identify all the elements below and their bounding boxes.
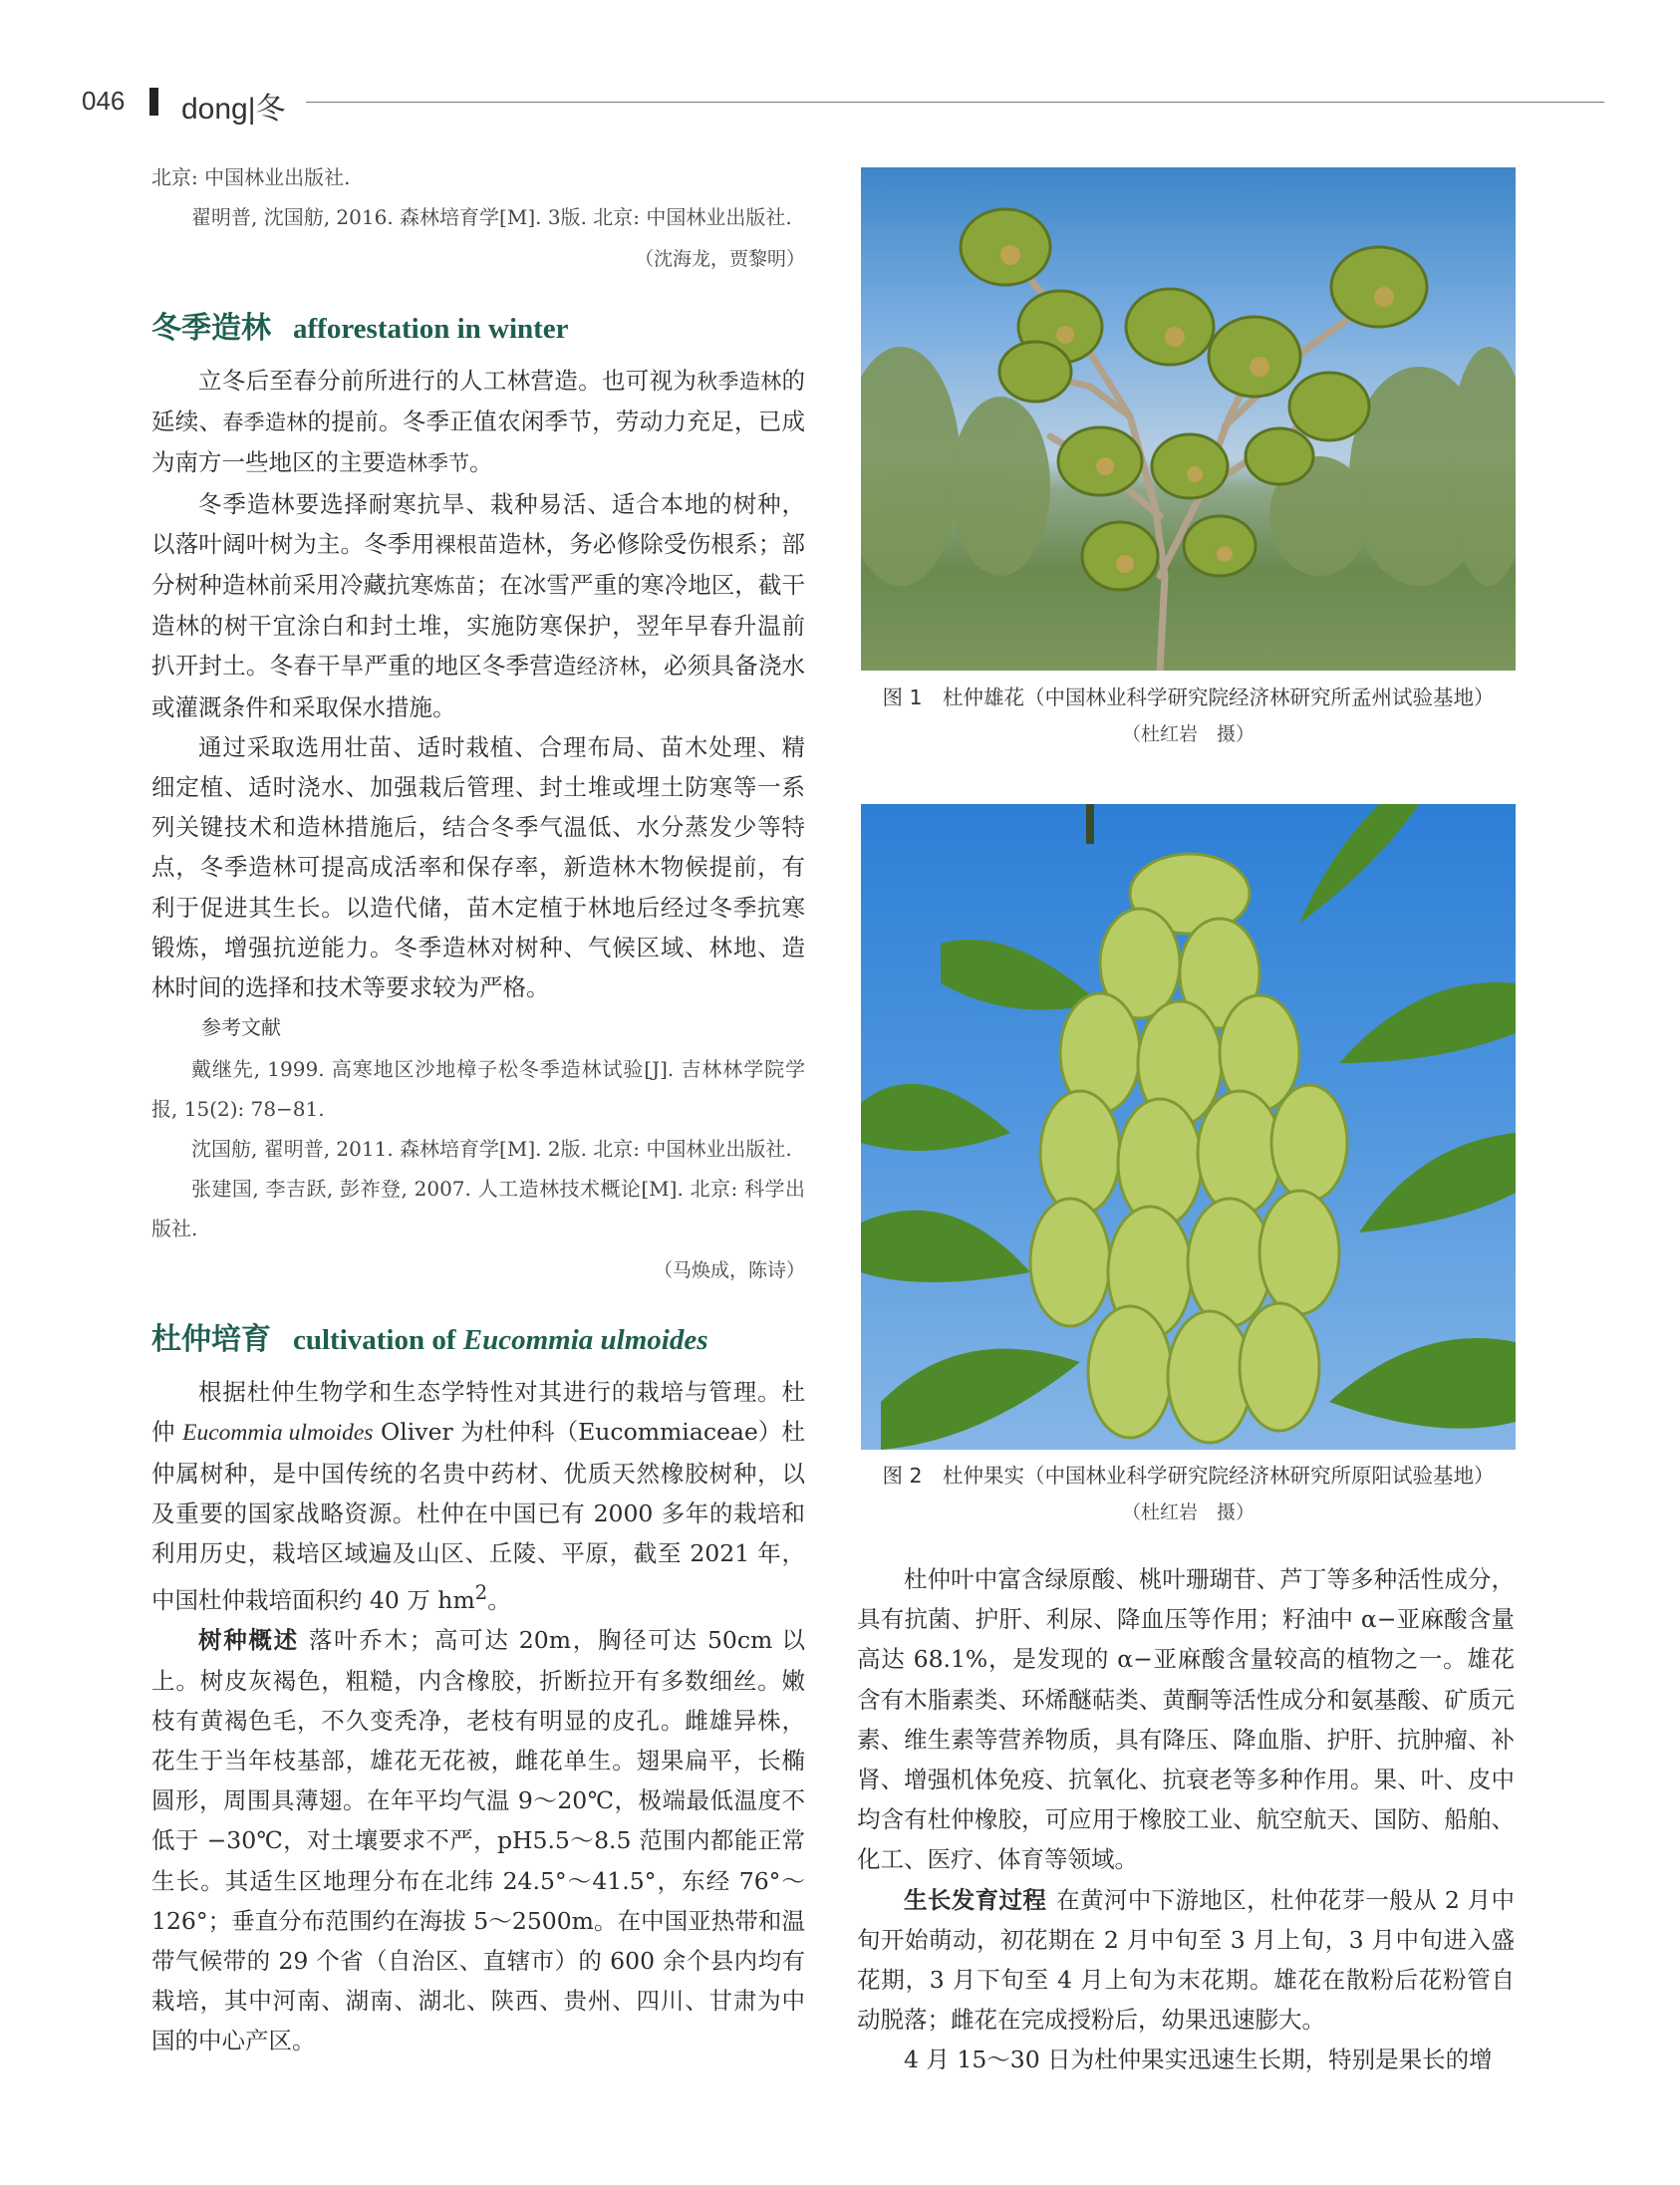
right-column (857, 1559, 1515, 2080)
entry-title-zh: 杜仲培育 (151, 1322, 271, 1358)
cross-reference: 经济林 (576, 655, 641, 680)
cross-reference: 秋季造林 (697, 370, 782, 394)
cross-reference: 春季造林 (222, 410, 308, 435)
author-credit: （沈海龙，贾黎明） (634, 248, 805, 270)
header-bar (149, 88, 158, 116)
body-paragraph: 立冬后至春分前所进行的人工林营造。也可视为秋季造林的延续、春季造林的提前。冬季正值农闲季节，劳动力充足，已成为南方一些地区的主要造林季节。 (151, 367, 806, 477)
body-paragraph: 根据杜仲生物学和生态学特性对其进行的栽培与管理。杜仲 Eucommia ulmoides Oliver 为杜仲科（Eucommiaceae）杜仲属树种，是中国传统的名贵中药材、优质天然橡胶树种，以及重要的国家战略资源。杜仲在中国已有 2000 多年的栽培和利用历史，栽培区域遍及山区、丘陵、平原，截至 2021 年，中国杜仲栽培面积约 40 万 $hm^2$。 (151, 1378, 805, 1615)
figure-2-photo (861, 804, 1516, 1450)
entry-title-zh: 冬季造林 (151, 311, 271, 346)
figure-2-credit: （杜红岩 摄） (1121, 1502, 1255, 1523)
left-column (151, 157, 805, 2061)
body-paragraph: 冬季造林要选择耐寒抗旱、栽种易活、适合本地的树种，以落叶阔叶树为主。冬季用裸根苗造林，务必修除受伤根系；部分树种造林前采用冷藏抗寒炼苗；在冰雪严重的寒冷地区，截干造林的树干宜涂白和封土堆，实施防寒保护，翌年早春升温前扒开封土。冬春干旱严重的地区冬季营造经济林，必须具备浇水或灌溉条件和采取保水措施。 (151, 489, 806, 721)
body-paragraph: 生长发育过程 在黄河中下游地区，杜仲花芽一般从 2 月中旬开始萌动，初花期在 2 月中旬至 3 月上旬，3 月中旬进入盛花期，3 月下旬至 4 月上旬为末花期。雄花在散粉后花粉管自动脱落；雌花在完成授粉后，幼果迅速膨大。 (857, 1885, 1515, 2035)
figure-1-photo (861, 167, 1516, 671)
entry-title (151, 307, 805, 351)
body-paragraph: 4 月 15～30 日为杜仲果实迅速生长期，特别是果长的增 (904, 2046, 1493, 2074)
figure-1-credit: （杜红岩 摄） (1121, 723, 1255, 745)
cross-reference: 造林季节 (386, 451, 469, 476)
figure-1-caption: 图 1 杜仲雄花（中国林业科学研究院经济林研究所孟州试验基地） (882, 685, 1495, 709)
author-credit: （马焕成，陈诗） (653, 1259, 805, 1282)
references-heading: 参考文献 (201, 1017, 281, 1040)
reference-item: 北京: 中国林业出版社. (151, 165, 351, 189)
reference-item: 沈国舫, 翟明普, 2011. 森林培育学[M]. 2版. 北京: 中国林业出版社. (191, 1137, 792, 1162)
latin-name: Eucommia ulmoides (182, 1420, 374, 1447)
body-paragraph: 杜仲叶中富含绿原酸、桃叶珊瑚苷、芦丁等多种活性成分，具有抗菌、护肝、利尿、降血压等作用；籽油中 α−亚麻酸含量高达 68.1%，是发现的 α−亚麻酸含量较高的植物之一。雄花含有木脂素类、环烯醚萜类、黄酮等活性成分和氨基酸、矿质元素、维生素等营养物质，具有降压、降血脂、护肝、抗肿瘤、补肾、增强机体免疫、抗氧化、抗衰老等多种作用。果、叶、皮中均含有杜仲橡胶，可应用于橡胶工业、航空航天、国防、船舶、化工、医疗、体育等领域。 (857, 1565, 1515, 1874)
body-paragraph: 树种概述 落叶乔木；高可达 20m，胸径可达 50cm 以上。树皮灰褐色，粗糙，内含橡胶，折断拉开有多数细丝。嫩枝有黄褐色毛，不久变秃净，老枝有明显的皮孔。雌雄异株，花生于当年枝基部，雄花无花被，雌花单生。翅果扁平，长椭圆形，周围具薄翅。在年平均气温 9～20℃，极端最低温度不低于 −30℃，对土壤要求不严，pH5.5～8.5 范围内都能正常生长。其适生区地理分布在北纬 24.5°～41.5°，东经 76°～126°；垂直分布范围约在海拔 5～2500m。在中国亚热带和温带气候带的 29 个省（自治区、直辖市）的 600 余个县内均有栽培，其中河南、湖南、湖北、陕西、贵州、四川、甘肃为中国的中心产区。 (151, 1626, 805, 2055)
page-header (82, 86, 1517, 126)
subsection-label: 树种概述 (198, 1626, 299, 1655)
entry-title-en: afforestation in winter (293, 313, 569, 345)
figure-2-caption: 图 2 杜仲果实（中国林业科学研究院经济林研究所原阳试验基地） (882, 1464, 1495, 1488)
header-rule (306, 102, 1604, 103)
reference-item: 张建国, 李吉跃, 彭祚登, 2007. 人工造林技术概论[M]. 北京: 科学出版社. (151, 1177, 805, 1241)
cross-reference: 裸根苗 (434, 532, 499, 557)
reference-item: 翟明普, 沈国舫, 2016. 森林培育学[M]. 3版. 北京: 中国林业出版社. (191, 205, 792, 229)
subsection-label: 生长发育过程 (904, 1885, 1047, 1914)
section-label: dong|冬 (181, 93, 286, 126)
fruit-cluster-illustration (861, 804, 1516, 1450)
entry-title (151, 1318, 805, 1362)
reference-item: 戴继先, 1999. 高寒地区沙地樟子松冬季造林试验[J]. 吉林林学院学报, 15(2): 78−81. (151, 1057, 805, 1122)
page-number: 046 (82, 86, 126, 116)
entry-title-en: cultivation of Eucommia ulmoides (293, 1324, 708, 1357)
body-paragraph: 通过采取选用壮苗、适时栽植、合理布局、苗木处理、精细定植、适时浇水、加强栽后管理、封土堆或埋土防寒等一系列关键技术和造林措施后，结合冬季气温低、水分蒸发少等特点，冬季造林可提高成活率和保存率，新造林木物候提前，有利于促进其生长。以造代储，苗木定植于林地后经过冬季抗寒锻炼，增强抗逆能力。冬季造林对树种、气候区域、林地、造林时间的选择和技术等要求较为严格。 (151, 732, 805, 1002)
cross-reference: 炼苗 (433, 574, 476, 599)
male-flower-illustration (861, 167, 1516, 671)
